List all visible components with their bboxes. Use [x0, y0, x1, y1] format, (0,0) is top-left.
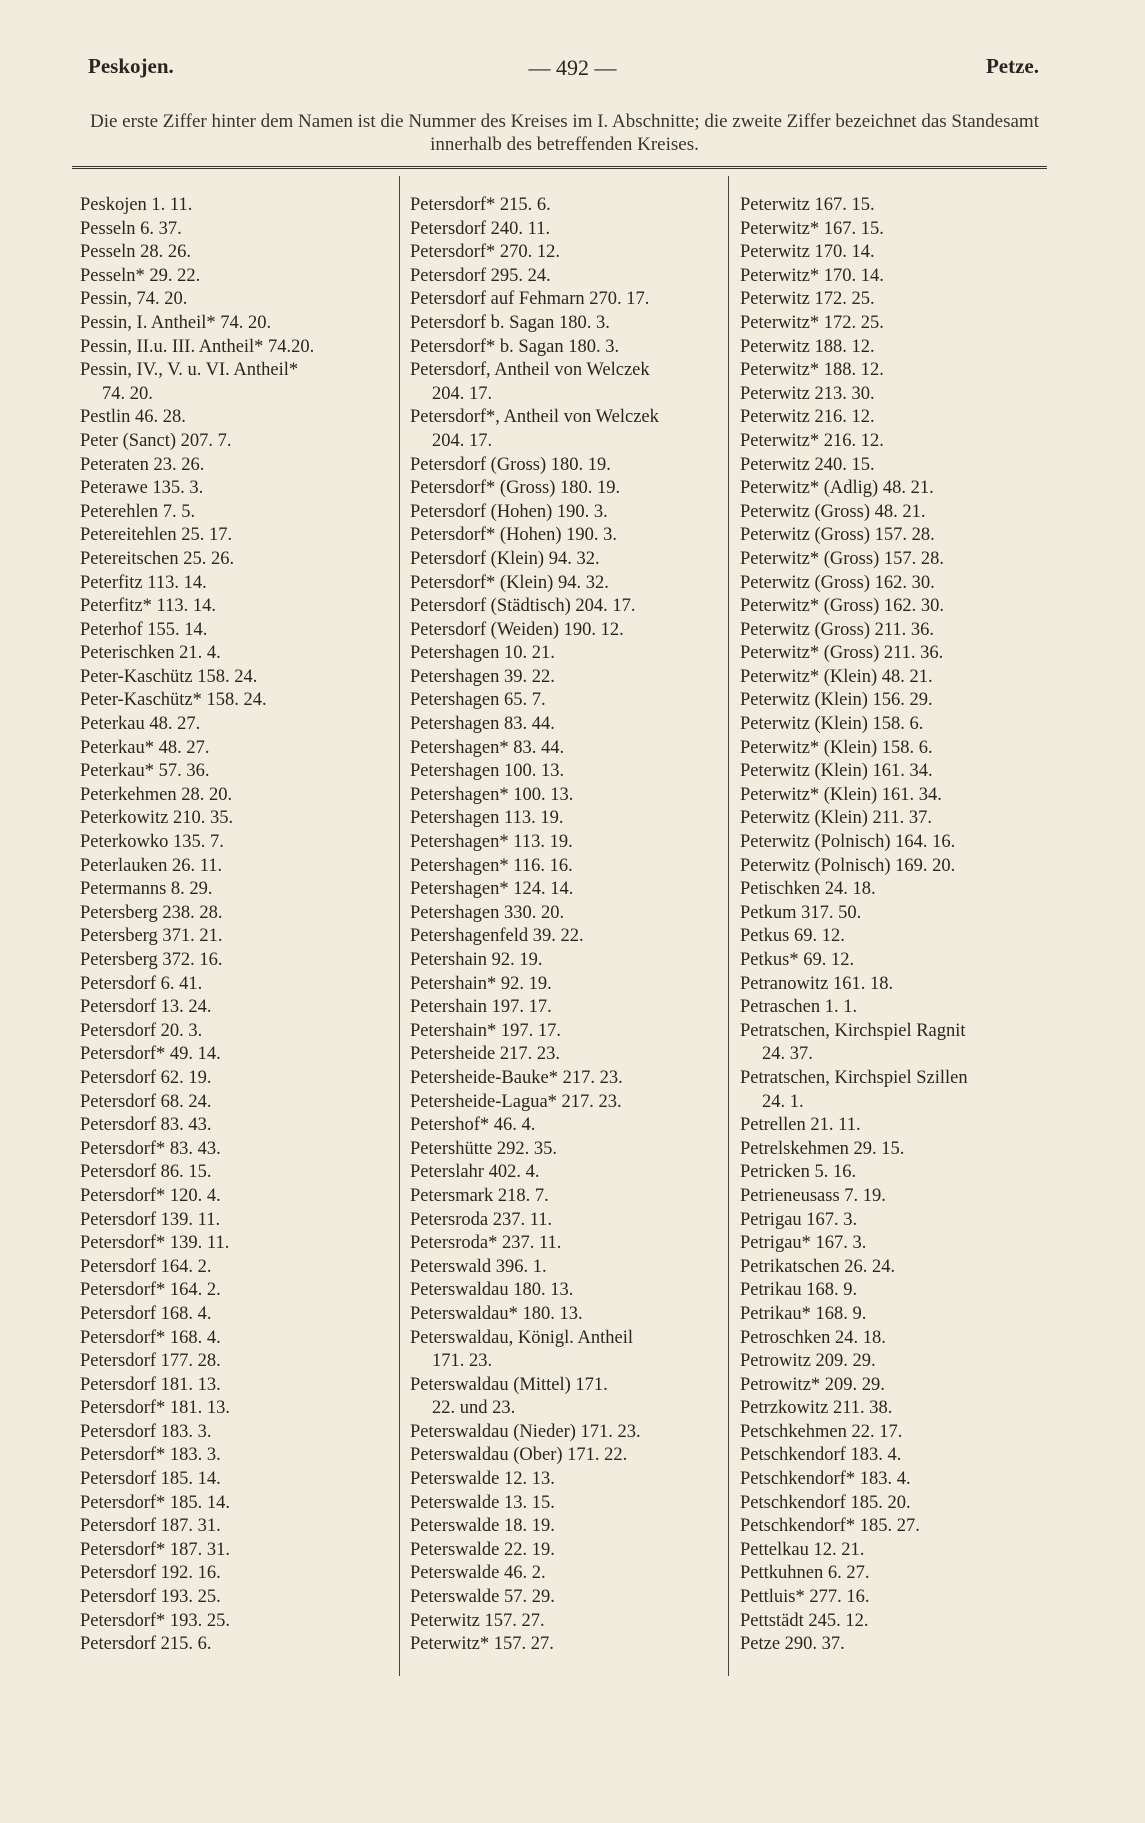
- index-entry: Peterwitz (Gross) 48. 21.: [740, 501, 926, 522]
- index-entry: Peterswalde 18. 19.: [410, 1516, 555, 1537]
- index-entry: Peterwitz* (Gross) 211. 36.: [740, 643, 944, 664]
- index-entry: Petschkendorf 185. 20.: [740, 1492, 911, 1513]
- index-entry: Peterwitz 188. 12.: [740, 336, 875, 357]
- index-entry: Petershain 92. 19.: [410, 950, 543, 970]
- index-entry: Pesseln 28. 26.: [80, 242, 191, 263]
- index-entry: Peterwitz (Gross) 211. 36.: [740, 619, 935, 640]
- index-entry: Petersdorf* 183. 3.: [80, 1445, 221, 1466]
- index-entry: Peterwitz* 157. 27.: [410, 1634, 554, 1655]
- index-entry: Petersdorf 193. 25.: [80, 1587, 221, 1608]
- index-entry: Peterwitz 240. 15.: [740, 454, 875, 475]
- index-entry: Petrikatschen 26. 24.: [740, 1256, 896, 1277]
- index-entry: Peterkowko 135. 7.: [80, 832, 224, 853]
- index-entry: Peterwitz (Gross) 162. 30.: [740, 572, 935, 593]
- header-rule: [72, 166, 1047, 169]
- index-entry: Petershagen 65. 7.: [410, 690, 546, 711]
- index-entry: Petershagen 330. 20.: [410, 902, 565, 923]
- index-entry: Peterkehmen 28. 20.: [80, 784, 233, 805]
- index-entry: Pessin, IV., V. u. VI. Antheil*: [80, 360, 299, 381]
- index-entry: Petersdorf (Weiden) 190. 12.: [410, 619, 624, 640]
- index-entry: Peterswaldau (Ober) 171. 22.: [410, 1445, 628, 1466]
- index-entry: Petershagen* 113. 19.: [410, 832, 573, 853]
- index-entry: Pessin, 74. 20.: [80, 289, 188, 310]
- index-entry: Pettelkau 12. 21.: [740, 1539, 865, 1560]
- index-entry: Petrellen 21. 11.: [740, 1115, 861, 1136]
- index-entry: Petersheide-Bauke* 217. 23.: [410, 1067, 623, 1088]
- index-entry: Peteraten 23. 26.: [80, 454, 205, 475]
- index-entry: Peterslahr 402. 4.: [410, 1162, 540, 1183]
- index-entry: Peterwitz (Klein) 156. 29.: [740, 690, 933, 711]
- index-entry: Petersdorf*, Antheil von Welczek: [410, 407, 659, 428]
- index-entry: Petersroda 237. 11.: [410, 1209, 553, 1230]
- index-entry: Peterwitz (Polnisch) 164. 16.: [740, 832, 956, 853]
- index-entry: Petersdorf 164. 2.: [80, 1256, 212, 1277]
- index-entry: Petraschen 1. 1.: [740, 997, 858, 1018]
- index-entry: Peterswalde 13. 15.: [410, 1492, 555, 1513]
- index-entry: Petratschen, Kirchspiel Ragnit: [740, 1020, 966, 1041]
- index-entry: Petricken 5. 16.: [740, 1162, 857, 1183]
- index-entry: Peterwitz* 188. 12.: [740, 360, 884, 381]
- index-entry: Petershagen* 100. 13.: [410, 784, 574, 805]
- index-entry: Petersdorf* 120. 4.: [80, 1185, 221, 1206]
- index-entry: Petershain* 92. 19.: [410, 973, 552, 994]
- index-entry: Petersdorf* 215. 6.: [410, 195, 551, 215]
- index-entry: Peterwitz* (Adlig) 48. 21.: [740, 478, 934, 499]
- index-entry: Petershagen 10. 21.: [410, 643, 555, 664]
- index-entry: Petersdorf* 185. 14.: [80, 1492, 231, 1513]
- index-entry: Peterkowitz 210. 35.: [80, 808, 234, 829]
- index-entry: Petershagenfeld 39. 22.: [410, 926, 584, 947]
- index-entry: Petersdorf 68. 24.: [80, 1091, 212, 1112]
- index-entry: Petereitehlen 25. 17.: [80, 525, 233, 546]
- index-entry: Peterwitz (Gross) 157. 28.: [740, 525, 935, 546]
- index-entry: Petersdorf* (Klein) 94. 32.: [410, 572, 609, 593]
- index-entry: Petersdorf (Gross) 180. 19.: [410, 454, 611, 475]
- index-entry: Peterwitz 213. 30.: [740, 383, 875, 404]
- index-entry: Peskojen 1. 11.: [80, 195, 193, 215]
- index-entry: Petershagen 100. 13.: [410, 761, 565, 782]
- intro-note: Die erste Ziffer hinter dem Namen ist die Nummer des Kreises im I. Abschnitte; die zweite Ziffer bezeichnet das Standesamt innerhalb des betreffenden Kreises.: [90, 111, 1039, 155]
- index-entry: Peterswalde 12. 13.: [410, 1469, 555, 1490]
- index-entry: Petze 290. 37.: [740, 1634, 845, 1655]
- index-entry: Peterawe 135. 3.: [80, 478, 204, 499]
- index-entry: Peterwitz (Klein) 211. 37.: [740, 808, 932, 829]
- index-entry: Peterehlen 7. 5.: [80, 501, 196, 522]
- index-entry: Peterwitz* (Gross) 162. 30.: [740, 596, 944, 617]
- index-entry: Petersdorf* (Hohen) 190. 3.: [410, 525, 618, 546]
- index-entry: Peterswalde 46. 2.: [410, 1563, 546, 1584]
- index-entry: Petershain* 197. 17.: [410, 1020, 562, 1041]
- index-entry: Petersdorf 139. 11.: [80, 1209, 221, 1230]
- index-entry: Petersdorf 168. 4.: [80, 1303, 212, 1324]
- index-entry: Peterwitz* 170. 14.: [740, 265, 884, 286]
- index-entry: Peterwitz 157. 27.: [410, 1610, 545, 1631]
- index-entry: Petersdorf* 139. 11.: [80, 1233, 230, 1254]
- index-entry: Pessin, II.u. III. Antheil* 74.20.: [80, 336, 315, 357]
- index-entry: Peterswalde 57. 29.: [410, 1587, 555, 1608]
- index-entry: Peterwitz (Polnisch) 169. 20.: [740, 855, 956, 876]
- index-entry: Petersheide-Lagua* 217. 23.: [410, 1091, 622, 1112]
- index-entry: Peterwitz (Klein) 158. 6.: [740, 714, 924, 735]
- index-entry: Petershagen* 124. 14.: [410, 879, 574, 900]
- index-entry: Petersberg 238. 28.: [80, 902, 223, 923]
- index-entry: Petersdorf, Antheil von Welczek: [410, 360, 650, 381]
- index-entry: Petereitschen 25. 26.: [80, 548, 235, 569]
- index-entry: Petershagen 113. 19.: [410, 808, 564, 829]
- index-entry: Petersdorf 181. 13.: [80, 1374, 221, 1395]
- index-entry: Pessin, I. Antheil* 74. 20.: [80, 312, 272, 333]
- index-entry: Peterwitz* 167. 15.: [740, 218, 884, 239]
- index-entry: Peterswaldau (Mittel) 171.: [410, 1374, 608, 1395]
- column-2: [410, 194, 730, 1657]
- index-entry: Petersdorf 177. 28.: [80, 1351, 221, 1372]
- index-entry: Petrikau 168. 9.: [740, 1280, 858, 1301]
- index-entry: Petersdorf 62. 19.: [80, 1067, 212, 1088]
- index-entry: 204. 17.: [432, 383, 493, 404]
- index-entry: Petschkendorf* 185. 27.: [740, 1516, 920, 1537]
- index-entry: Petershagen* 83. 44.: [410, 737, 565, 758]
- index-entry: Petersdorf 240. 11.: [410, 218, 551, 239]
- index-entry: Petersdorf 20. 3.: [80, 1020, 203, 1041]
- index-entry: Peter-Kaschütz* 158. 24.: [80, 690, 267, 711]
- index-entry: Petershagen* 116. 16.: [410, 855, 573, 876]
- index-entry: 204. 17.: [432, 430, 493, 451]
- index-entry: Petersdorf (Städtisch) 204. 17.: [410, 596, 636, 617]
- index-entry: Petersdorf 192. 16.: [80, 1563, 221, 1584]
- index-entry: 22. und 23.: [432, 1398, 516, 1419]
- index-entry: Petersdorf* (Gross) 180. 19.: [410, 478, 621, 499]
- index-entry: Pettkuhnen 6. 27.: [740, 1563, 870, 1584]
- index-entry: Petratschen, Kirchspiel Szillen: [740, 1067, 968, 1088]
- index-entry: Petischken 24. 18.: [740, 879, 876, 900]
- index-entry: Petershagen 83. 44.: [410, 714, 555, 735]
- index-entry: Petkus 69. 12.: [740, 926, 845, 947]
- index-entry: Petrowitz 209. 29.: [740, 1351, 876, 1372]
- index-entry: Petersdorf 13. 24.: [80, 997, 212, 1018]
- index-entry: Peterhof 155. 14.: [80, 619, 208, 640]
- index-entry: Petersdorf* 83. 43.: [80, 1138, 221, 1159]
- index-entry: Petersdorf 183. 3.: [80, 1421, 212, 1442]
- index-entry: Petersdorf* 49. 14.: [80, 1044, 221, 1065]
- index-entry: Petersdorf* b. Sagan 180. 3.: [410, 336, 620, 357]
- index-entry: Peterwitz* (Klein) 48. 21.: [740, 666, 933, 687]
- index-entry: Petershagen 39. 22.: [410, 666, 555, 687]
- index-entry: Petranowitz 161. 18.: [740, 973, 894, 994]
- index-entry: Petersdorf 6. 41.: [80, 973, 203, 994]
- index-entry: Peterswald 396. 1.: [410, 1256, 547, 1277]
- index-entry: Peterlauken 26. 11.: [80, 855, 223, 876]
- index-entry: Peterkau* 57. 36.: [80, 761, 210, 782]
- index-entry: Petersberg 371. 21.: [80, 926, 223, 947]
- index-entry: 171. 23.: [432, 1351, 493, 1372]
- index-entry: Peterkau* 48. 27.: [80, 737, 210, 758]
- index-entry: Petkum 317. 50.: [740, 902, 862, 923]
- column-divider: [399, 176, 400, 1676]
- index-entry: Peterswaldau* 180. 13.: [410, 1303, 583, 1324]
- index-entry: 24. 37.: [762, 1044, 813, 1065]
- index-entry: Peterischken 21. 4.: [80, 643, 221, 664]
- index-entry: Peterwitz* (Gross) 157. 28.: [740, 548, 944, 569]
- index-entry: Petkus* 69. 12.: [740, 950, 855, 970]
- index-entry: Peterwitz 167. 15.: [740, 195, 875, 215]
- index-entry: Peterwitz* (Klein) 158. 6.: [740, 737, 933, 758]
- page-number: — 492 —: [528, 55, 617, 80]
- index-entry: Petersmark 218. 7.: [410, 1185, 549, 1206]
- index-entry: Petersdorf 215. 6.: [80, 1634, 212, 1655]
- index-entry: Petschkendorf* 183. 4.: [740, 1469, 911, 1490]
- index-entry: Petersdorf (Klein) 94. 32.: [410, 548, 600, 569]
- index-entry: Peterfitz* 113. 14.: [80, 596, 216, 617]
- index-entry: 74. 20.: [102, 383, 153, 404]
- index-entry: Petersdorf 185. 14.: [80, 1469, 221, 1490]
- header-last-entry: Petze.: [985, 54, 1039, 78]
- index-entry: Petrelskehmen 29. 15.: [740, 1138, 905, 1159]
- index-entry: Peterkau 48. 27.: [80, 714, 201, 735]
- index-entry: Petersdorf* 181. 13.: [80, 1398, 231, 1419]
- header-first-entry: Peskojen.: [88, 54, 174, 78]
- index-entry: Pettstädt 245. 12.: [740, 1610, 869, 1631]
- column-3: [740, 194, 1070, 1657]
- index-entry: Petrieneusass 7. 19.: [740, 1185, 886, 1206]
- index-entry: Petersberg 372. 16.: [80, 950, 223, 970]
- index-entry: Petersdorf 83. 43.: [80, 1115, 212, 1136]
- index-entry: Peter (Sanct) 207. 7.: [80, 430, 232, 451]
- index-entry: Petershof* 46. 4.: [410, 1115, 536, 1136]
- index-entry: Peterswalde 22. 19.: [410, 1539, 555, 1560]
- index-entry: Petersdorf b. Sagan 180. 3.: [410, 312, 610, 333]
- column-1: [80, 194, 395, 1657]
- index-entry: Peterwitz* 216. 12.: [740, 430, 884, 451]
- index-entry: Petersdorf* 187. 31.: [80, 1539, 231, 1560]
- index-entry: Peterfitz 113. 14.: [80, 572, 207, 593]
- index-entry: Petersdorf* 270. 12.: [410, 242, 561, 263]
- index-entry: Peterwitz 172. 25.: [740, 289, 875, 310]
- index-entry: Petersroda* 237. 11.: [410, 1233, 562, 1254]
- index-entry: Petersdorf* 193. 25.: [80, 1610, 231, 1631]
- index-entry: Petermanns 8. 29.: [80, 879, 213, 900]
- index-entry: Petersdorf 86. 15.: [80, 1162, 212, 1183]
- index-entry: Petrigau 167. 3.: [740, 1209, 858, 1230]
- index-entry: Petersdorf* 164. 2.: [80, 1280, 221, 1301]
- index-entry: Petersdorf 295. 24.: [410, 265, 551, 286]
- index-entry: 24. 1.: [762, 1091, 804, 1112]
- index-entry: Petroschken 24. 18.: [740, 1327, 886, 1348]
- index-entry: Petershain 197. 17.: [410, 997, 552, 1018]
- index-entry: Petrikau* 168. 9.: [740, 1303, 867, 1324]
- index-entry: Petschkehmen 22. 17.: [740, 1421, 903, 1442]
- index-entry: Petrzkowitz 211. 38.: [740, 1398, 893, 1419]
- index-entry: Peterwitz 216. 12.: [740, 407, 875, 428]
- index-entry: Peterwitz* (Klein) 161. 34.: [740, 784, 942, 805]
- index-entry: Peterswaldau (Nieder) 171. 23.: [410, 1421, 641, 1442]
- index-entry: Petershütte 292. 35.: [410, 1138, 557, 1159]
- index-entry: Petersdorf auf Fehmarn 270. 17.: [410, 289, 650, 310]
- index-entry: Peterwitz 170. 14.: [740, 242, 875, 263]
- index-entry: Petersheide 217. 23.: [410, 1044, 561, 1065]
- index-entry: Pesseln* 29. 22.: [80, 265, 201, 286]
- index-entry: Petrowitz* 209. 29.: [740, 1374, 885, 1395]
- index-entry: Petrigau* 167. 3.: [740, 1233, 867, 1254]
- index-entry: Peterswaldau, Königl. Antheil: [410, 1327, 633, 1348]
- index-entry: Peter-Kaschütz 158. 24.: [80, 666, 258, 687]
- index-entry: Petersdorf (Hohen) 190. 3.: [410, 501, 608, 522]
- index-entry: Petschkendorf 183. 4.: [740, 1445, 902, 1466]
- index-entry: Pestlin 46. 28.: [80, 407, 186, 428]
- index-entry: Peterwitz (Klein) 161. 34.: [740, 761, 933, 782]
- index-entry: Petersdorf 187. 31.: [80, 1516, 221, 1537]
- index-entry: Petersdorf* 168. 4.: [80, 1327, 221, 1348]
- index-entry: Peterwitz* 172. 25.: [740, 312, 884, 333]
- index-entry: Pesseln 6. 37.: [80, 218, 182, 239]
- index-entry: Peterswaldau 180. 13.: [410, 1280, 574, 1301]
- index-entry: Pettluis* 277. 16.: [740, 1587, 870, 1608]
